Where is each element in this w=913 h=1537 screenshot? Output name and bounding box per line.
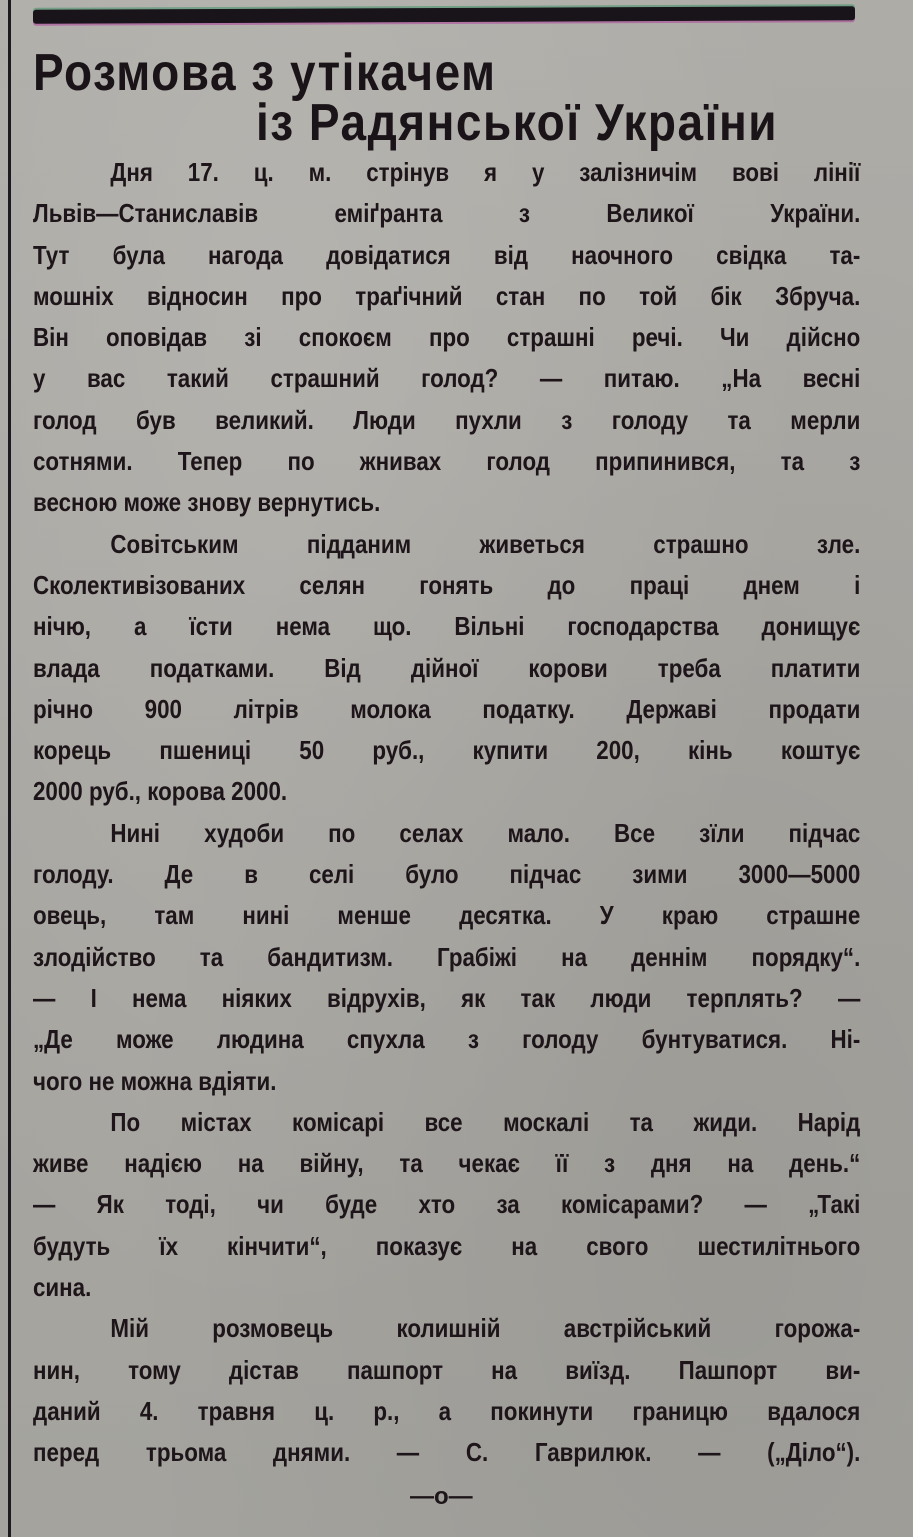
text-line: перед трьома днями. — С. Гаврилюк. — („Діло“).: [33, 1437, 861, 1468]
text-line: овець, там нині менше десятка. У краю страшне: [33, 900, 861, 931]
text-line: річно 900 літрів молока податку. Державі продати: [33, 693, 861, 724]
text-line: корець пшениці 50 руб., купити 200, кінь коштує: [33, 735, 861, 766]
text-line: нин, тому дістав пашпорт на виїзд. Пашпорт ви-: [33, 1354, 861, 1385]
text-line: влада податками. Від дійної корови треба платити: [33, 652, 861, 683]
text-line: 2000 руб., корова 2000.: [33, 776, 288, 807]
headline-line-1: Розмова з утікачем: [33, 42, 497, 102]
text-line: По містах комісарі все москалі та жиди. Нарід: [110, 1106, 861, 1137]
column-rule: [8, 0, 11, 1537]
text-line: даний 4. травня ц. р., а покинути границю вдалося: [33, 1395, 861, 1426]
text-line: сина.: [33, 1272, 92, 1303]
text-line: будуть їх кінчити“, показує на свого шестилітнього: [33, 1230, 861, 1261]
text-line: Нині худоби по селах мало. Все зїли підчас: [110, 817, 861, 848]
text-line: Львів—Станиславів еміґранта з Великої України.: [33, 198, 861, 229]
text-line: Дня 17. ц. м. стрінув я у залізничім вові лінії: [110, 157, 861, 187]
text-line: чого не можна вдіяти.: [33, 1065, 277, 1096]
text-line: у вас такий страшний голод? — питаю. „На весні: [33, 363, 861, 394]
text-line: злодійство та бандитизм. Грабіжі на деннім порядку“.: [33, 941, 861, 972]
text-line: нічю, а їсти нема що. Вільні господарства донищує: [33, 611, 861, 642]
header-rule: [33, 6, 855, 24]
text-line: Тут була нагода довідатися від наочного свідка та-: [33, 239, 861, 270]
text-line: Він оповідав зі спокоєм про страшні речі. Чи дійсно: [33, 322, 861, 353]
article-body: [33, 152, 860, 1474]
text-line: Мій розмовець колишній австрійський горожа-: [110, 1313, 861, 1344]
text-line: Сколективізованих селян гонять до праці днем і: [33, 569, 861, 600]
text-line: весною може знову вернутись.: [33, 487, 381, 518]
headline-line-2: із Радянської України: [256, 92, 779, 152]
section-separator: —о—: [410, 1483, 473, 1510]
text-line: голоду. Де в селі було підчас зими 3000—5000: [33, 859, 861, 890]
text-line: живе надією на війну, та чекає її з дня на день.“: [33, 1148, 861, 1179]
text-line: мошніх відносин про траґічний стан по той бік Збруча.: [33, 280, 861, 311]
text-line: „Де може людина спухла з голоду бунтуватися. Ні-: [33, 1024, 861, 1055]
text-line: голод був великий. Люди пухли з голоду та мерли: [33, 404, 861, 435]
text-line: Совітським підданим живеться страшно зле.: [110, 528, 861, 559]
text-line: сотнями. Тепер по жнивах голод припинився, та з: [33, 446, 861, 477]
text-line: — Як тоді, чи буде хто за комісарами? — „Такі: [33, 1189, 861, 1220]
text-line: — І нема ніяких відрухів, як так люди терплять? —: [33, 982, 861, 1013]
